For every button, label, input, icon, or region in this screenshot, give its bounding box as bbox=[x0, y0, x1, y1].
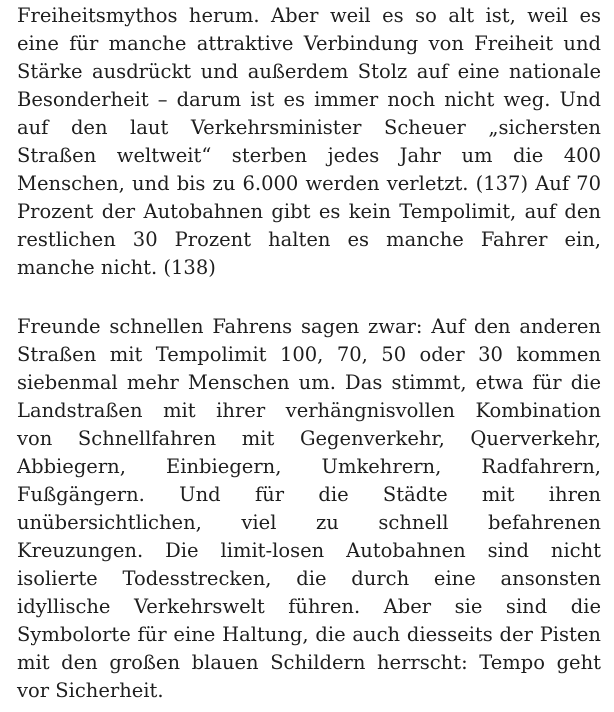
text-line: Straßen weltweit“ sterben jedes Jahr um die 400 bbox=[17, 144, 601, 167]
text-line: Besonderheit – darum ist es immer noch nicht weg. Und bbox=[17, 88, 601, 111]
text-line: vor Sicherheit. bbox=[17, 679, 164, 702]
text-line: Symbolorte für eine Haltung, die auch diesseits der Pisten bbox=[17, 623, 601, 646]
text-line: auf den laut Verkehrsminister Scheuer „sichersten bbox=[17, 116, 601, 139]
text-line: von Schnellfahren mit Gegenverkehr, Querverkehr, bbox=[17, 427, 601, 450]
text-line: unübersichtlichen, viel zu schnell befahrenen bbox=[17, 511, 601, 534]
text-line: Kreuzungen. Die limit-losen Autobahnen sind nicht bbox=[17, 539, 601, 562]
text-line: siebenmal mehr Menschen um. Das stimmt, etwa für die bbox=[17, 371, 601, 394]
text-line: Menschen, und bis zu 6.000 werden verletzt. (137) Auf 70 bbox=[17, 172, 601, 195]
text-line: Landstraßen mit ihrer verhängnisvollen Kombination bbox=[17, 399, 601, 422]
text-line: Fußgängern. Und für die Städte mit ihren bbox=[17, 483, 601, 506]
text-line: Straßen mit Tempolimit 100, 70, 50 oder 30 kommen bbox=[17, 343, 601, 366]
text-line: restlichen 30 Prozent halten es manche Fahrer ein, bbox=[17, 228, 601, 251]
text-line: Freiheitsmythos herum. Aber weil es so alt ist, weil es bbox=[17, 4, 601, 27]
text-line: Abbiegern, Einbiegern, Umkehrern, Radfahrern, bbox=[17, 455, 601, 478]
text-line: eine für manche attraktive Verbindung von Freiheit und bbox=[17, 32, 601, 55]
text-line: mit den großen blauen Schildern herrscht: Tempo geht bbox=[17, 651, 601, 674]
text-line: Prozent der Autobahnen gibt es kein Tempolimit, auf den bbox=[17, 200, 601, 223]
text-line: Stärke ausdrückt und außerdem Stolz auf eine nationale bbox=[17, 60, 601, 83]
text-line: Freunde schnellen Fahrens sagen zwar: Auf den anderen bbox=[17, 315, 601, 338]
text-line: idyllische Verkehrswelt führen. Aber sie sind die bbox=[17, 595, 601, 618]
text-line: isolierte Todesstrecken, die durch eine ansonsten bbox=[17, 567, 601, 590]
text-line: manche nicht. (138) bbox=[17, 256, 216, 279]
